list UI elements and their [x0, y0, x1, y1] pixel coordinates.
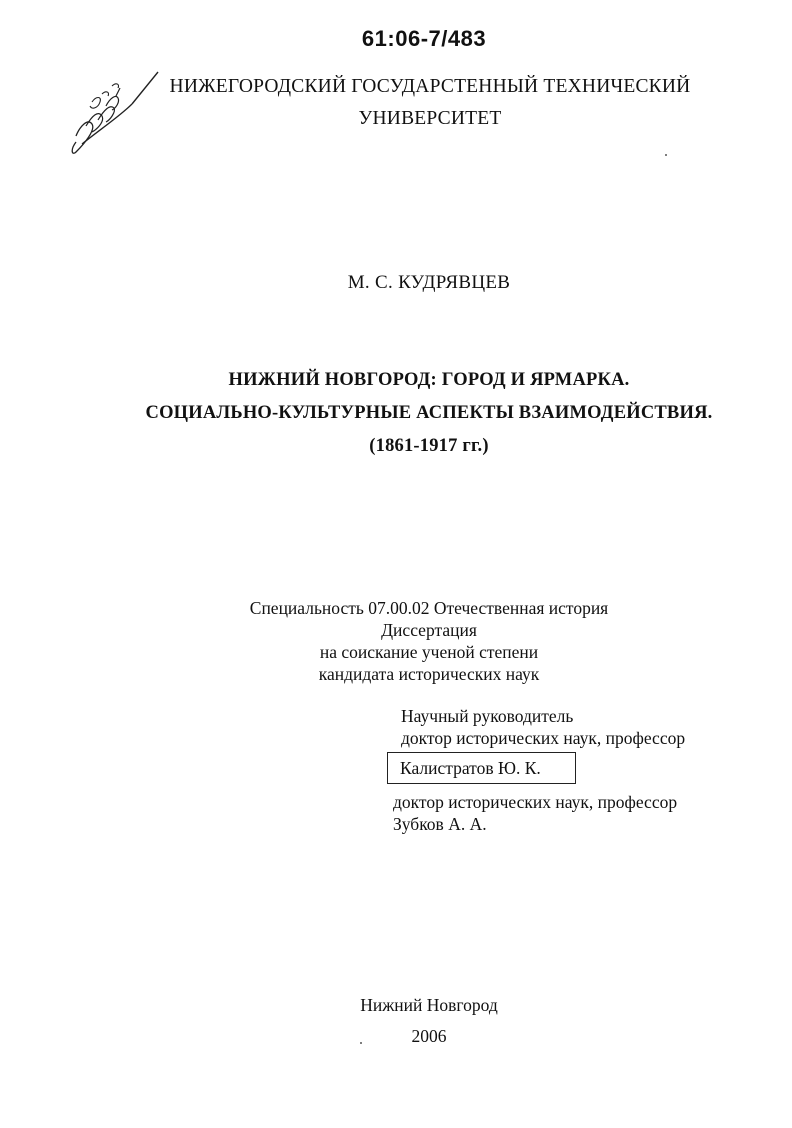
thesis-title-years: (1861-1917 гг.) [369, 436, 489, 456]
city: Нижний Новгород [360, 995, 498, 1015]
supervisor-heading: Научный руководитель [401, 706, 574, 726]
catalog-number: 61:06-7/483 [361, 26, 487, 51]
degree-name: кандидата исторических наук [318, 664, 540, 684]
thesis-title-line1: НИЖНИЙ НОВГОРОД: ГОРОД И ЯРМАРКА. [228, 370, 630, 390]
supervisor-2-degree: доктор исторических наук, профессор [393, 792, 678, 812]
supervisor-1-degree: доктор исторических наук, профессор [401, 728, 686, 748]
supervisor-1-name: Калистратов Ю. К. [400, 758, 541, 778]
year: 2006 [411, 1026, 447, 1046]
supervisor-2-name: Зубков А. А. [393, 814, 487, 834]
supervisor-1-name-box [387, 752, 576, 784]
author-name: М. С. КУДРЯВЦЕВ [347, 272, 511, 293]
scan-speck [360, 1042, 362, 1044]
specialty-line: Специальность 07.00.02 Отечественная история [249, 598, 609, 618]
document-type: Диссертация [381, 620, 477, 640]
university-name-line2: УНИВЕРСИТЕТ [358, 108, 502, 129]
scan-speck [665, 154, 667, 156]
thesis-title-line2: СОЦИАЛЬНО-КУЛЬТУРНЫЕ АСПЕКТЫ ВЗАИМОДЕЙСТВИЯ. [145, 403, 713, 423]
university-name-line1: НИЖЕГОРОДСКИЙ ГОСУДАРСТЕННЫЙ ТЕХНИЧЕСКИЙ [169, 76, 691, 97]
degree-purpose: на соискание ученой степени [319, 642, 539, 662]
